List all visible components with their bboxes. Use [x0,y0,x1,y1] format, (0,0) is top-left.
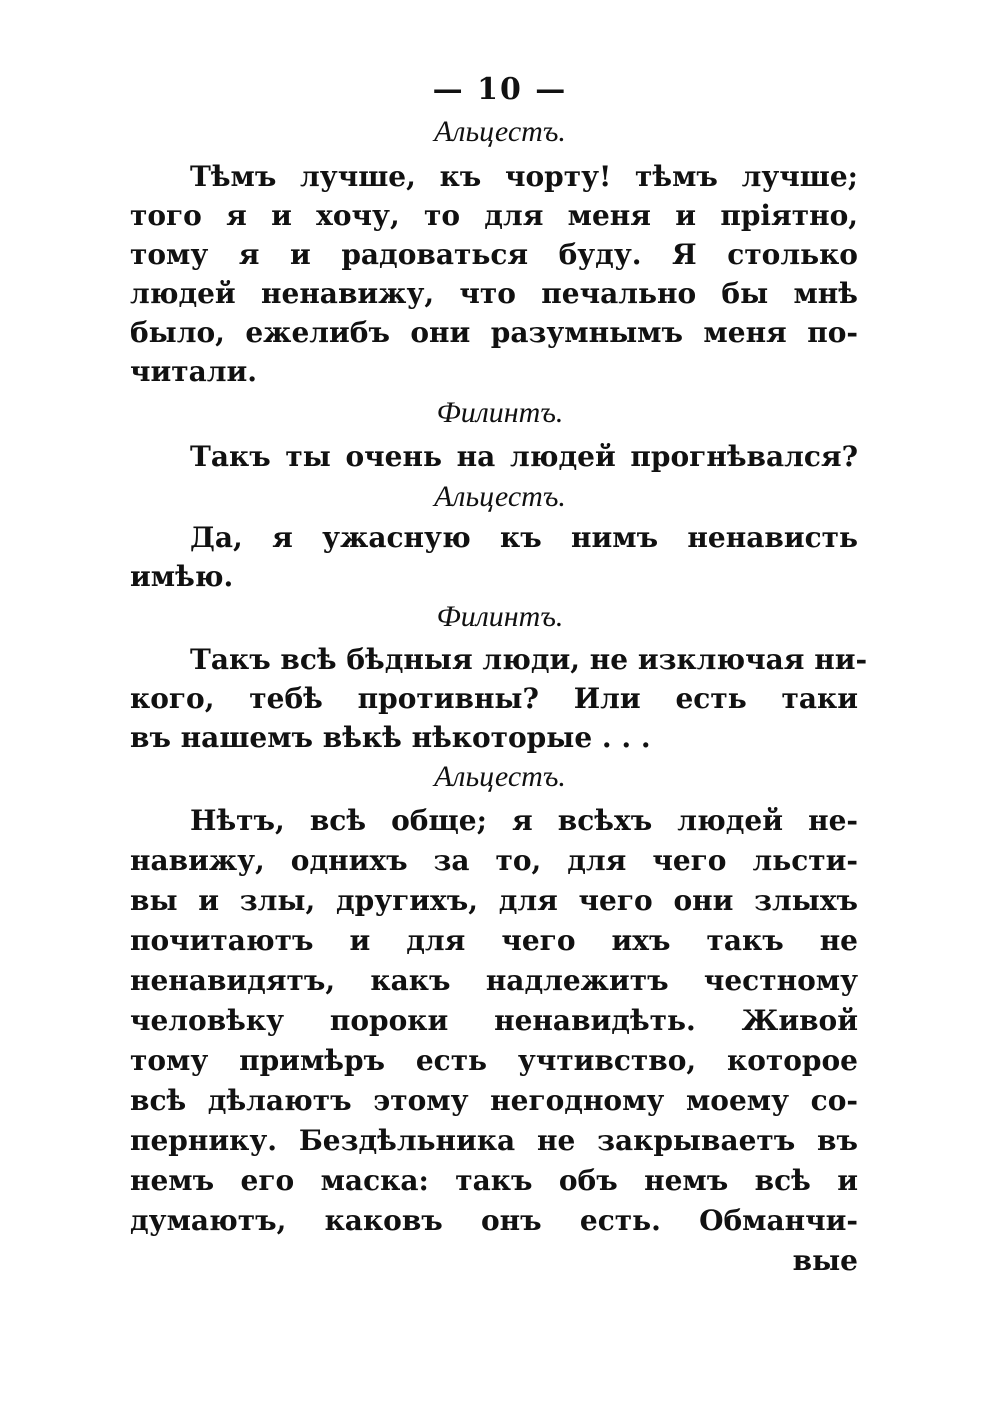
text-line: человѣку пороки ненавидѣть. Живой [130,1004,858,1037]
text-line: почитаютъ и для чего ихъ такъ не [130,924,858,957]
text-line: вы и злы, другихъ, для чего они злыхъ [130,884,858,917]
text-line: того я и хочу, то для меня и пріятно, [130,199,858,232]
speaker-name: Альцестъ. [434,115,566,148]
text-line: было, ежелибъ они разумнымъ меня по- [130,316,858,349]
text-line: имѣю. [130,560,234,593]
text-line: въ нашемъ вѣкѣ нѣкоторые . . . [130,721,651,754]
text-line: тому примѣръ есть учтивство, которое [130,1044,858,1077]
text-line: немъ его маска: такъ объ немъ всѣ и [130,1164,858,1197]
text-line: ненавидятъ, какъ надлежитъ честному [130,964,858,997]
text-line: всѣ дѣлаютъ этому негодному моему со- [130,1084,858,1117]
text-line: думаютъ, каковъ онъ есть. Обманчи- [130,1204,858,1237]
speaker-name: Альцестъ. [434,480,566,513]
speaker-name: Альцестъ. [434,760,566,793]
text-line: людей ненавижу, что печально бы мнѣ [130,277,858,310]
text-line: тому я и радоваться буду. Я столько [130,238,858,271]
page-number: — 10 — [432,72,568,107]
text-line: кого, тебѣ противны? Или есть таки [130,682,858,715]
text-line: Да, я ужасную къ нимъ ненависть [190,521,858,554]
text-line: Нѣтъ, всѣ обще; я всѣхъ людей не- [190,804,858,837]
text-line: Такъ ты очень на людей прогнѣвался? [190,440,858,473]
catchword: вые [792,1244,858,1277]
text-line: навижу, однихъ за то, для чего льсти- [130,844,858,877]
text-line: читали. [130,355,258,388]
text-line: пернику. Бездѣльника не закрываетъ въ [130,1124,858,1157]
text-line: Такъ всѣ бѣдныя люди, не изключая ни- [190,643,868,676]
speaker-name: Филинтъ. [436,396,564,429]
text-line: Тѣмъ лучше, къ чорту! тѣмъ лучше; [190,160,858,193]
speaker-name: Филинтъ. [436,600,564,633]
